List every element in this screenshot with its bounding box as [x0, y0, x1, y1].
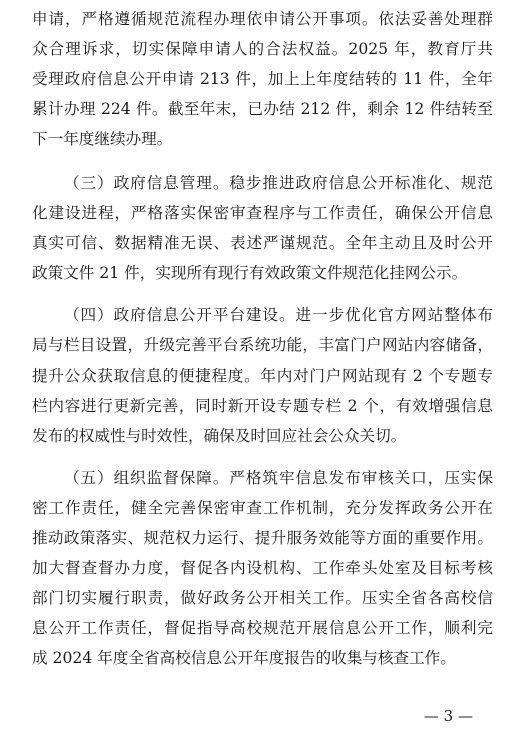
text-line: 栏内容进行更新完善，同时新开设专题专栏 2 个，有效增强信息 [32, 397, 493, 415]
text-line: 提升公众获取信息的便捷程度。年内对门户网站现有 2 个专题专 [32, 367, 493, 385]
text-line: 发布的权威性与时效性，确保及时回应社会公众关切。 [32, 427, 407, 445]
text-line: 成 2024 年度全省高校信息公开年度报告的收集与核查工作。 [32, 649, 456, 667]
text-line: 真实可信、数据精准无误、表述严谨规范。全年主动且及时公开 [32, 234, 493, 252]
text-line: 化建设进程，严格落实保密审查程序与工作责任，确保公开信息 [32, 204, 493, 222]
text-line: 部门切实履行职责，做好政务公开相关工作。压实全省各高校信 [32, 589, 493, 607]
text-line: 局与栏目设置，升级完善平台系统功能，丰富门户网站内容储备， [32, 336, 493, 354]
text-line: 累计办理 224 件。截至年末，已办结 212 件，剩余 12 件结转至 [32, 100, 493, 118]
text-line: 申请，严格遵循规范流程办理依申请公开事项。依法妥善处理群 [32, 10, 493, 28]
text-line: 政策文件 21 件，实现所有现行有效政策文件规范化挂网公示。 [32, 264, 468, 282]
section-heading-line: （五）组织监督保障。严格筑牢信息发布审核关口，压实保 [64, 469, 493, 487]
text-line: 加大督查督办力度，督促各内设机构、工作牵头处室及目标考核 [32, 559, 493, 577]
text-line: 受理政府信息公开申请 213 件，加上上年度结转的 11 件，全年 [32, 70, 493, 88]
text-line: 众合理诉求，切实保障申请人的合法权益。2025 年，教育厅共 [32, 40, 493, 58]
text-line: 密工作责任，健全完善保密审查工作机制，充分发挥政务公开在 [32, 499, 493, 517]
text-line: 下一年度继续办理。 [32, 130, 173, 148]
page-number: — 3 — [423, 707, 473, 725]
text-line: 推动政策落实、规范权力运行、提升服务效能等方面的重要作用。 [32, 529, 493, 547]
section-heading-line: （四）政府信息公开平台建设。进一步优化官方网站整体布 [64, 306, 493, 324]
text-line: 息公开工作责任，督促指导高校规范开展信息公开工作，顺利完 [32, 619, 493, 637]
section-heading-line: （三）政府信息管理。稳步推进政府信息公开标准化、规范 [64, 174, 493, 192]
